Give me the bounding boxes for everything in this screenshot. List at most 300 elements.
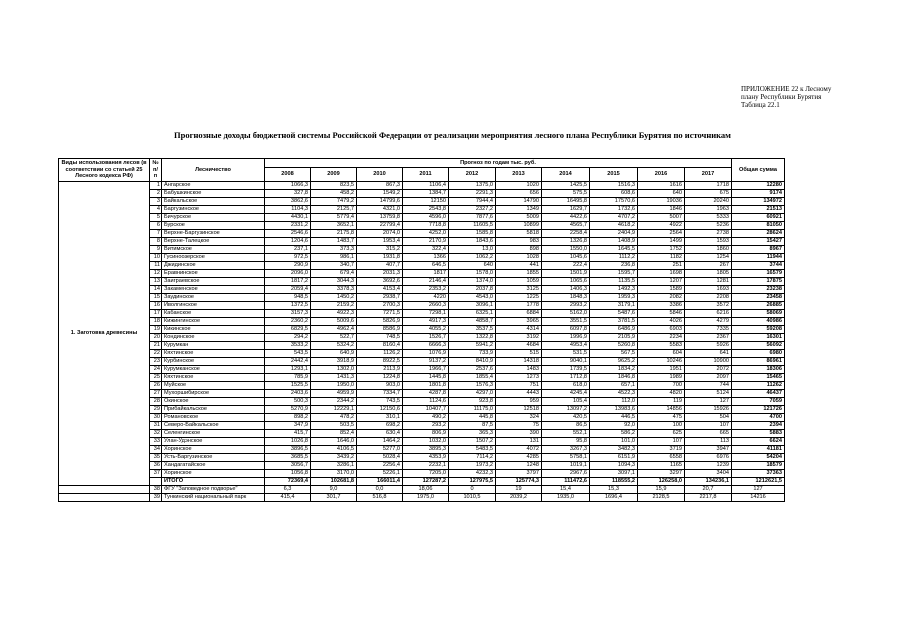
year-value: 2232,1 bbox=[403, 462, 449, 470]
table-row bbox=[59, 486, 785, 494]
row-total: 23458 bbox=[732, 294, 785, 302]
year-value: 1375,0 bbox=[449, 182, 496, 190]
total-value: 102681,8 bbox=[311, 478, 357, 486]
year-value: 5236 bbox=[685, 222, 732, 230]
year-value: 1817 bbox=[403, 270, 449, 278]
year-value: 3537,5 bbox=[449, 326, 496, 334]
year-value: 373,3 bbox=[311, 246, 357, 254]
year-value: 6486,9 bbox=[590, 326, 638, 334]
forestry-name: Баргузинское bbox=[162, 206, 265, 214]
year-value: 948,5 bbox=[265, 294, 311, 302]
year-value: 7205,0 bbox=[403, 470, 449, 478]
year-value: 1953,4 bbox=[357, 238, 403, 246]
year-value: 4917,3 bbox=[403, 318, 449, 326]
total-value: 118555,2 bbox=[590, 478, 638, 486]
table-row bbox=[59, 414, 785, 422]
year-value: 3157,3 bbox=[265, 310, 311, 318]
year-value: 407,7 bbox=[357, 262, 403, 270]
year-value: 640 bbox=[638, 190, 685, 198]
row-number: 15 bbox=[150, 294, 162, 302]
year-value: 490,2 bbox=[403, 414, 449, 422]
year-value: 3097,1 bbox=[590, 470, 638, 478]
row-number: 13 bbox=[150, 278, 162, 286]
year-value: 86,5 bbox=[542, 422, 590, 430]
year-value: 2175,8 bbox=[311, 230, 357, 238]
forestry-name: Кяхтинское bbox=[162, 374, 265, 382]
row-number: 39 bbox=[150, 494, 162, 502]
year-value: 4596,0 bbox=[403, 214, 449, 222]
year-value: 1989 bbox=[638, 374, 685, 382]
row-total: 6980 bbox=[732, 350, 785, 358]
year-value: 2543,8 bbox=[403, 206, 449, 214]
total-label: ИТОГО bbox=[162, 478, 265, 486]
year-value: 236,8 bbox=[590, 262, 638, 270]
year-value: 7114,2 bbox=[449, 454, 496, 462]
year-value: 2700,3 bbox=[357, 302, 403, 310]
year-value: 1425,5 bbox=[542, 182, 590, 190]
year-value: 4287,8 bbox=[403, 390, 449, 398]
forestry-name: Байкальское bbox=[162, 198, 265, 206]
year-value: 1834,2 bbox=[590, 366, 638, 374]
year-value: 1126,2 bbox=[357, 350, 403, 358]
year-value: 1366 bbox=[403, 254, 449, 262]
year-value: 1224,8 bbox=[357, 374, 403, 382]
year-value: 1696,4 bbox=[590, 494, 638, 502]
year-value: 1464,2 bbox=[357, 438, 403, 446]
forestry-name: Бичурское bbox=[162, 214, 265, 222]
year-value: 6903 bbox=[638, 326, 685, 334]
year-value: 5009,6 bbox=[311, 318, 357, 326]
year-value: 113 bbox=[685, 438, 732, 446]
year-value: 1975,0 bbox=[403, 494, 449, 502]
year-value: 2217,8 bbox=[685, 494, 732, 502]
year-value: 14790 bbox=[496, 198, 542, 206]
year-value: 95,8 bbox=[542, 438, 590, 446]
row-total: 21513 bbox=[732, 206, 785, 214]
table-row bbox=[59, 326, 785, 334]
year-value: 1349 bbox=[496, 206, 542, 214]
year-value: 1032,0 bbox=[403, 438, 449, 446]
year-value: 2660,3 bbox=[403, 302, 449, 310]
forestry-name: Еравнинское bbox=[162, 270, 265, 278]
year-value: 6,3 bbox=[265, 486, 311, 494]
table-row bbox=[59, 294, 785, 302]
year-value: 1406,3 bbox=[542, 286, 590, 294]
year-value: 608,6 bbox=[590, 190, 638, 198]
row-number: 1 bbox=[150, 182, 162, 190]
year-value: 6325,1 bbox=[449, 310, 496, 318]
year-value: 5226,1 bbox=[357, 470, 403, 478]
revenue-table bbox=[58, 158, 785, 502]
year-value: 7334,7 bbox=[357, 390, 403, 398]
year-value: 1483,7 bbox=[311, 238, 357, 246]
year-value: 2564 bbox=[638, 230, 685, 238]
year-value: 5941,2 bbox=[449, 342, 496, 350]
year-value: 12150,6 bbox=[357, 406, 403, 414]
table-row bbox=[59, 446, 785, 454]
year-value: 1752 bbox=[638, 246, 685, 254]
year-value: 504 bbox=[685, 414, 732, 422]
year-value: 1020 bbox=[496, 182, 542, 190]
year-value: 3386 bbox=[638, 302, 685, 310]
year-value: 1846,8 bbox=[590, 374, 638, 382]
year-value: 3267,3 bbox=[542, 446, 590, 454]
year-value: 4055,2 bbox=[403, 326, 449, 334]
row-number: 9 bbox=[150, 246, 162, 254]
table-row bbox=[59, 382, 785, 390]
forestry-name: Иволгинское bbox=[162, 302, 265, 310]
year-value: 112,0 bbox=[590, 398, 638, 406]
table-row bbox=[59, 198, 785, 206]
forestry-name: Селенгинское bbox=[162, 430, 265, 438]
year-value: 1408,9 bbox=[590, 238, 638, 246]
table-row bbox=[59, 358, 785, 366]
use-blank bbox=[59, 486, 150, 494]
year-value: 107 bbox=[638, 438, 685, 446]
row-number: 2 bbox=[150, 190, 162, 198]
total-num-blank bbox=[150, 478, 162, 486]
year-value: 1959,3 bbox=[590, 294, 638, 302]
year-value: 3404 bbox=[685, 470, 732, 478]
year-value: 2256,4 bbox=[357, 462, 403, 470]
forestry-name: Бабушкинское bbox=[162, 190, 265, 198]
table-row bbox=[59, 470, 785, 478]
year-value: 10900 bbox=[685, 358, 732, 366]
year-value: 1935,0 bbox=[542, 494, 590, 502]
year-value: 20240 bbox=[685, 198, 732, 206]
page-title: Прогнозные доходы бюджетной системы Российской Федерации от реализации мероприятия лесного плана Республики Бурятия по источникам bbox=[174, 130, 731, 140]
header-year: 2011 bbox=[403, 168, 449, 182]
year-value: 1182 bbox=[638, 254, 685, 262]
row-number: 16 bbox=[150, 302, 162, 310]
year-value: 733,9 bbox=[449, 350, 496, 358]
year-value: 3056,7 bbox=[265, 462, 311, 470]
row-number: 25 bbox=[150, 374, 162, 382]
row-total: 37363 bbox=[732, 470, 785, 478]
forestry-name: Прибайкальское bbox=[162, 406, 265, 414]
year-value: 1293,1 bbox=[265, 366, 311, 374]
table-row bbox=[59, 302, 785, 310]
year-value: 1817,2 bbox=[265, 278, 311, 286]
year-value: 1616 bbox=[638, 182, 685, 190]
year-value: 552,1 bbox=[542, 430, 590, 438]
year-value: 324 bbox=[496, 414, 542, 422]
year-value: 2537,6 bbox=[449, 366, 496, 374]
table-row bbox=[59, 422, 785, 430]
year-value: 4443 bbox=[496, 390, 542, 398]
year-value: 5483,5 bbox=[449, 446, 496, 454]
row-total: 15427 bbox=[732, 238, 785, 246]
table-row bbox=[59, 390, 785, 398]
table-row bbox=[59, 350, 785, 358]
year-value: 4153,4 bbox=[357, 286, 403, 294]
year-value: 2128,5 bbox=[638, 494, 685, 502]
year-value: 2159,2 bbox=[311, 302, 357, 310]
year-value: 1860 bbox=[685, 246, 732, 254]
year-value: 15,4 bbox=[542, 486, 590, 494]
year-value: 531,5 bbox=[542, 350, 590, 358]
year-value: 2234 bbox=[638, 334, 685, 342]
year-value: 327,8 bbox=[265, 190, 311, 198]
year-value: 315,2 bbox=[357, 246, 403, 254]
row-total: 16301 bbox=[732, 334, 785, 342]
year-value: 823,5 bbox=[311, 182, 357, 190]
table-row bbox=[59, 366, 785, 374]
year-value: 3286,1 bbox=[311, 462, 357, 470]
row-total: 56092 bbox=[732, 342, 785, 350]
row-number: 24 bbox=[150, 366, 162, 374]
year-value: 1248 bbox=[496, 462, 542, 470]
forestry-name: Кондинское bbox=[162, 334, 265, 342]
year-value: 2367 bbox=[685, 334, 732, 342]
use-group-label: 1. Заготовка древесины bbox=[59, 182, 150, 486]
table-row bbox=[59, 318, 785, 326]
year-value: 131 bbox=[496, 438, 542, 446]
table-row bbox=[59, 222, 785, 230]
appendix-note bbox=[741, 85, 831, 109]
year-value: 2738 bbox=[685, 230, 732, 238]
year-value: 4353,9 bbox=[403, 454, 449, 462]
table-row bbox=[59, 214, 785, 222]
year-value: 3947 bbox=[685, 446, 732, 454]
year-value: 1124,6 bbox=[403, 398, 449, 406]
year-value: 1843,6 bbox=[449, 238, 496, 246]
year-value: 3179,1 bbox=[590, 302, 638, 310]
forestry-name: Хоринское bbox=[162, 470, 265, 478]
year-value: 4279 bbox=[685, 318, 732, 326]
year-value: 9040,1 bbox=[542, 358, 590, 366]
table-row bbox=[59, 206, 785, 214]
year-value: 2546,6 bbox=[265, 230, 311, 238]
appendix-line: Таблица 22.1 bbox=[741, 101, 780, 109]
year-value: 92,0 bbox=[590, 422, 638, 430]
table-row bbox=[59, 374, 785, 382]
year-value: 675 bbox=[685, 190, 732, 198]
year-value: 14799,6 bbox=[357, 198, 403, 206]
forestry-name: Кабанское bbox=[162, 310, 265, 318]
year-value: 11175,0 bbox=[449, 406, 496, 414]
row-number: 17 bbox=[150, 310, 162, 318]
row-number: 30 bbox=[150, 414, 162, 422]
year-value: 3533,2 bbox=[265, 342, 311, 350]
forestry-name: Тункинский национальный парк bbox=[162, 494, 265, 502]
year-value: 3918,9 bbox=[311, 358, 357, 366]
year-value: 1712,8 bbox=[542, 374, 590, 382]
row-number: 23 bbox=[150, 358, 162, 366]
year-value: 1576,3 bbox=[449, 382, 496, 390]
table-row bbox=[59, 342, 785, 350]
forestry-name: Хоринское bbox=[162, 446, 265, 454]
year-value: 2967,6 bbox=[542, 470, 590, 478]
appendix-line: ПРИЛОЖЕНИЕ 22 к Лесному bbox=[741, 85, 832, 93]
year-value: 2113,9 bbox=[357, 366, 403, 374]
table-row bbox=[59, 494, 785, 502]
year-value: 1076,9 bbox=[403, 350, 449, 358]
year-value: 3439,2 bbox=[311, 454, 357, 462]
year-value: 1326,8 bbox=[542, 238, 590, 246]
year-value: 2059,4 bbox=[265, 286, 311, 294]
header-year: 2010 bbox=[357, 168, 403, 182]
year-value: 12229,1 bbox=[311, 406, 357, 414]
table-row bbox=[59, 454, 785, 462]
year-value: 640,9 bbox=[311, 350, 357, 358]
year-value: 2208 bbox=[685, 294, 732, 302]
row-number: 36 bbox=[150, 462, 162, 470]
total-value: 72369,4 bbox=[265, 478, 311, 486]
year-value: 1646,0 bbox=[311, 438, 357, 446]
year-value: 5818 bbox=[496, 230, 542, 238]
year-value: 310,1 bbox=[357, 414, 403, 422]
year-value: 5487,6 bbox=[590, 310, 638, 318]
year-value: 806,9 bbox=[403, 430, 449, 438]
forestry-name: Заиграевское bbox=[162, 278, 265, 286]
year-value: 267 bbox=[685, 262, 732, 270]
table-row bbox=[59, 398, 785, 406]
row-total: 60921 bbox=[732, 214, 785, 222]
table-row bbox=[59, 310, 785, 318]
row-number: 33 bbox=[150, 438, 162, 446]
row-number: 8 bbox=[150, 238, 162, 246]
year-value: 751 bbox=[496, 382, 542, 390]
year-value: 7479,2 bbox=[311, 198, 357, 206]
appendix-line: плану Республики Бурятия bbox=[741, 93, 822, 101]
table-row bbox=[59, 430, 785, 438]
forestry-name: Верхне-Талецкое bbox=[162, 238, 265, 246]
year-value: 4297,0 bbox=[449, 390, 496, 398]
year-value: 8922,5 bbox=[357, 358, 403, 366]
year-value: 9625,2 bbox=[590, 358, 638, 366]
year-value: 13,0 bbox=[449, 246, 496, 254]
year-value: 10899 bbox=[496, 222, 542, 230]
year-value: 16495,8 bbox=[542, 198, 590, 206]
year-value: 1950,0 bbox=[311, 382, 357, 390]
year-value: 1501,9 bbox=[542, 270, 590, 278]
forestry-name: Усть-Баргузинское bbox=[162, 454, 265, 462]
year-value: 390 bbox=[496, 430, 542, 438]
year-value: 2938,7 bbox=[357, 294, 403, 302]
row-total: 11944 bbox=[732, 254, 785, 262]
row-number: 12 bbox=[150, 270, 162, 278]
row-total: 28624 bbox=[732, 230, 785, 238]
row-total: 12280 bbox=[732, 182, 785, 190]
year-value: 4565,7 bbox=[542, 222, 590, 230]
year-value: 5277,0 bbox=[357, 446, 403, 454]
year-value: 604 bbox=[638, 350, 685, 358]
year-value: 17570,6 bbox=[590, 198, 638, 206]
year-value: 2442,4 bbox=[265, 358, 311, 366]
year-value: 3797 bbox=[496, 470, 542, 478]
year-value: 15926 bbox=[685, 406, 732, 414]
forestry-name: Романовское bbox=[162, 414, 265, 422]
year-value: 14856 bbox=[638, 406, 685, 414]
year-value: 679,4 bbox=[311, 270, 357, 278]
year-value: 441 bbox=[496, 262, 542, 270]
year-value: 3378,3 bbox=[311, 286, 357, 294]
year-value: 18,06 bbox=[403, 486, 449, 494]
row-total: 15465 bbox=[732, 374, 785, 382]
year-value: 10407,7 bbox=[403, 406, 449, 414]
year-value: 5333 bbox=[685, 214, 732, 222]
year-value: 2993,2 bbox=[542, 302, 590, 310]
header-forestry: Лесничество bbox=[162, 159, 265, 182]
year-value: 1019,1 bbox=[542, 462, 590, 470]
header-year: 2015 bbox=[590, 168, 638, 182]
year-value: 1931,8 bbox=[357, 254, 403, 262]
year-value: 898,2 bbox=[265, 414, 311, 422]
year-value: 7877,6 bbox=[449, 214, 496, 222]
year-value: 347,9 bbox=[265, 422, 311, 430]
row-number: 10 bbox=[150, 254, 162, 262]
year-value: 294,2 bbox=[265, 334, 311, 342]
year-value: 567,5 bbox=[590, 350, 638, 358]
year-value: 1045,6 bbox=[542, 254, 590, 262]
year-value: 13759,8 bbox=[357, 214, 403, 222]
row-total: 2394 bbox=[732, 422, 785, 430]
row-total: 46437 bbox=[732, 390, 785, 398]
row-total: 23238 bbox=[732, 286, 785, 294]
year-value: 100 bbox=[638, 422, 685, 430]
year-value: 625 bbox=[638, 430, 685, 438]
table-row bbox=[59, 254, 785, 262]
year-value: 15,9 bbox=[638, 486, 685, 494]
year-value: 6151,9 bbox=[590, 454, 638, 462]
year-value: 1693 bbox=[685, 286, 732, 294]
year-value: 107 bbox=[685, 422, 732, 430]
year-value: 4430,1 bbox=[265, 214, 311, 222]
year-value: 1239 bbox=[685, 462, 732, 470]
row-number: 32 bbox=[150, 430, 162, 438]
year-value: 1026,8 bbox=[265, 438, 311, 446]
year-value: 7271,5 bbox=[357, 310, 403, 318]
row-number: 19 bbox=[150, 326, 162, 334]
year-value: 972,5 bbox=[265, 254, 311, 262]
forestry-name: Курбинское bbox=[162, 358, 265, 366]
year-value: 6666,3 bbox=[403, 342, 449, 350]
year-value: 500,3 bbox=[265, 398, 311, 406]
year-value: 119 bbox=[638, 398, 685, 406]
year-value: 1135,5 bbox=[590, 278, 638, 286]
year-value: 983 bbox=[496, 238, 542, 246]
year-value: 3652,1 bbox=[311, 222, 357, 230]
year-value: 1059 bbox=[496, 278, 542, 286]
year-value: 3170,0 bbox=[311, 470, 357, 478]
year-value: 1010,5 bbox=[449, 494, 496, 502]
year-value: 4232,3 bbox=[449, 470, 496, 478]
row-number: 29 bbox=[150, 406, 162, 414]
year-value: 340,7 bbox=[311, 262, 357, 270]
year-value: 458,2 bbox=[311, 190, 357, 198]
year-value: 1372,5 bbox=[265, 302, 311, 310]
year-value: 5779,4 bbox=[311, 214, 357, 222]
year-value: 5162,0 bbox=[542, 310, 590, 318]
row-total: 7059 bbox=[732, 398, 785, 406]
year-value: 7335 bbox=[685, 326, 732, 334]
row-total: 127 bbox=[732, 486, 785, 494]
year-value: 2105,9 bbox=[590, 334, 638, 342]
year-value: 2037,8 bbox=[449, 286, 496, 294]
year-value: 785,9 bbox=[265, 374, 311, 382]
year-value: 13983,6 bbox=[590, 406, 638, 414]
year-value: 5583 bbox=[638, 342, 685, 350]
year-value: 7718,8 bbox=[403, 222, 449, 230]
row-number: 11 bbox=[150, 262, 162, 270]
forestry-name: Мухоршибирское bbox=[162, 390, 265, 398]
year-value: 1273 bbox=[496, 374, 542, 382]
header-year: 2013 bbox=[496, 168, 542, 182]
forestry-name: Северо-Байкальское bbox=[162, 422, 265, 430]
year-value: 1698 bbox=[638, 270, 685, 278]
year-value: 1225 bbox=[496, 294, 542, 302]
